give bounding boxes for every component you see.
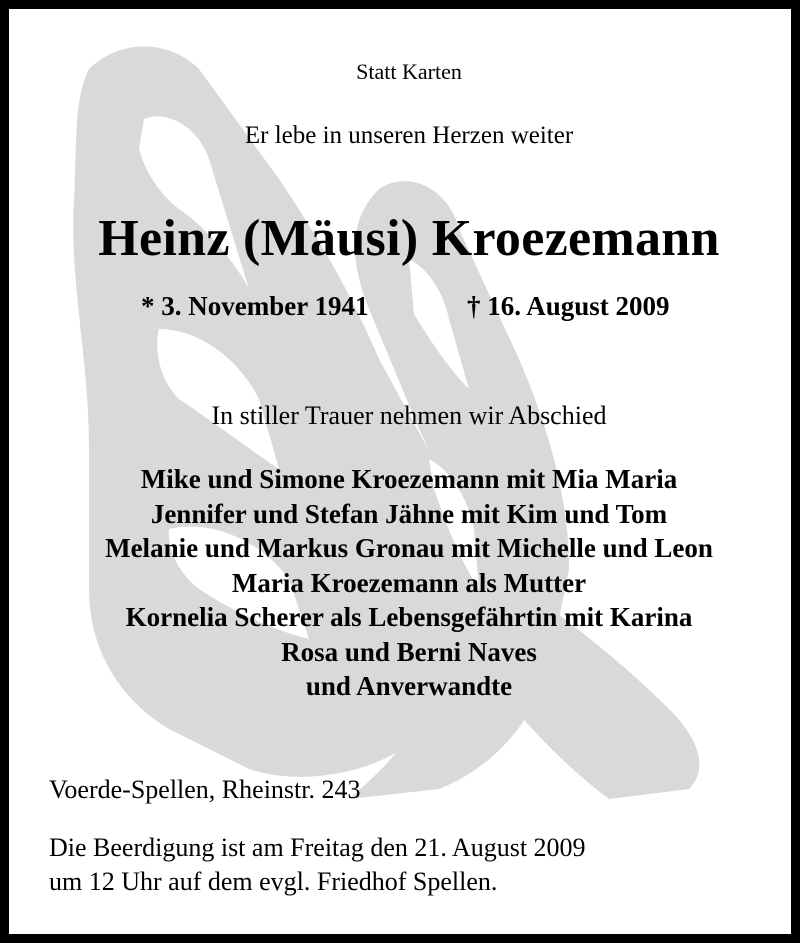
funeral-info xyxy=(49,831,586,899)
funeral-line: um 12 Uhr auf dem evgl. Friedhof Spellen. xyxy=(49,867,498,896)
header-text: Statt Karten xyxy=(356,59,462,84)
birth-date: * 3. November 1941 xyxy=(141,291,369,321)
family-member: Kornelia Scherer als Lebensgefährtin mit Karina xyxy=(125,602,693,632)
family-member: Maria Kroezemann als Mutter xyxy=(231,567,587,598)
family-member: Melanie und Markus Gronau mit Michelle und Leon xyxy=(105,533,713,563)
motto-text: Er lebe in unseren Herzen weiter xyxy=(244,122,574,149)
deceased-name: Heinz (Mäusi) Kroezemann xyxy=(98,210,720,267)
family-member: Rosa und Berni Naves xyxy=(281,636,537,667)
funeral-line: Die Beerdigung ist am Freitag den 21. August 2009 xyxy=(49,833,586,862)
mourning-line: In stiller Trauer nehmen wir Abschied xyxy=(211,401,607,430)
family-member: und Anverwandte xyxy=(305,671,513,701)
address-text: Voerde-Spellen, Rheinstr. 243 xyxy=(49,775,361,804)
family-member: Jennifer und Stefan Jähne mit Kim und Tom xyxy=(150,498,668,529)
death-date: † 16. August 2009 xyxy=(467,291,670,321)
family-member: Mike und Simone Kroezemann mit Mia Maria xyxy=(140,464,678,494)
family-list xyxy=(9,462,800,704)
